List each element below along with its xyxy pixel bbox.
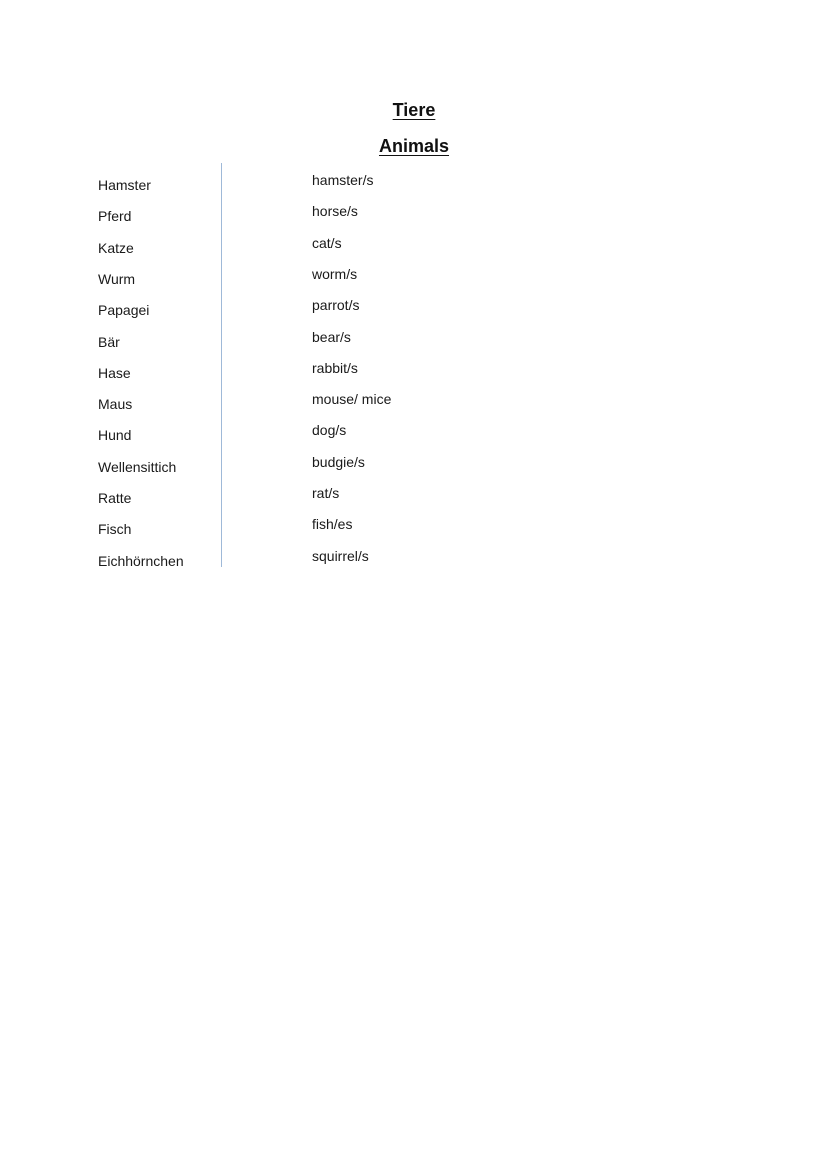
german-term: Maus [98, 396, 133, 413]
german-term: Katze [98, 239, 134, 256]
vocab-row [0, 542, 828, 573]
vocab-row [0, 229, 828, 260]
vocab-row [0, 291, 828, 322]
vocab-row [0, 385, 828, 416]
vocab-row [0, 260, 828, 291]
german-term: Hund [98, 427, 132, 444]
german-term: Hamster [98, 177, 151, 193]
english-term: cat/s [312, 234, 342, 251]
english-term: squirrel/s [312, 547, 369, 564]
vocab-row [0, 166, 828, 197]
german-term: Papagei [98, 302, 150, 319]
german-term: Eichhörnchen [98, 552, 184, 569]
english-term: parrot/s [312, 297, 360, 314]
vocab-row [0, 323, 828, 354]
page-title: Tiere [392, 100, 436, 120]
english-term: rat/s [312, 485, 340, 501]
german-term: Bär [98, 333, 120, 350]
german-term: Fisch [98, 521, 132, 538]
english-term: dog/s [312, 422, 347, 439]
vocab-row [0, 448, 828, 479]
vocab-row [0, 416, 828, 447]
german-term: Wurm [98, 270, 136, 287]
english-term: horse/s [312, 203, 358, 220]
english-term: budgie/s [312, 453, 365, 470]
english-term: rabbit/s [312, 359, 358, 376]
vocab-row [0, 510, 828, 541]
german-term: Wellensittich [98, 458, 177, 475]
german-term: Pferd [98, 208, 132, 225]
german-term: Hase [98, 364, 131, 381]
english-term: worm/s [312, 265, 358, 282]
english-term: mouse/ mice [312, 391, 392, 408]
english-term: bear/s [312, 328, 351, 345]
vocab-row [0, 479, 828, 510]
german-term: Ratte [98, 490, 132, 506]
page-subtitle: Animals [378, 136, 450, 156]
english-term: fish/es [312, 516, 353, 533]
vocab-row [0, 197, 828, 228]
english-term: hamster/s [312, 172, 374, 188]
vocab-row [0, 354, 828, 385]
